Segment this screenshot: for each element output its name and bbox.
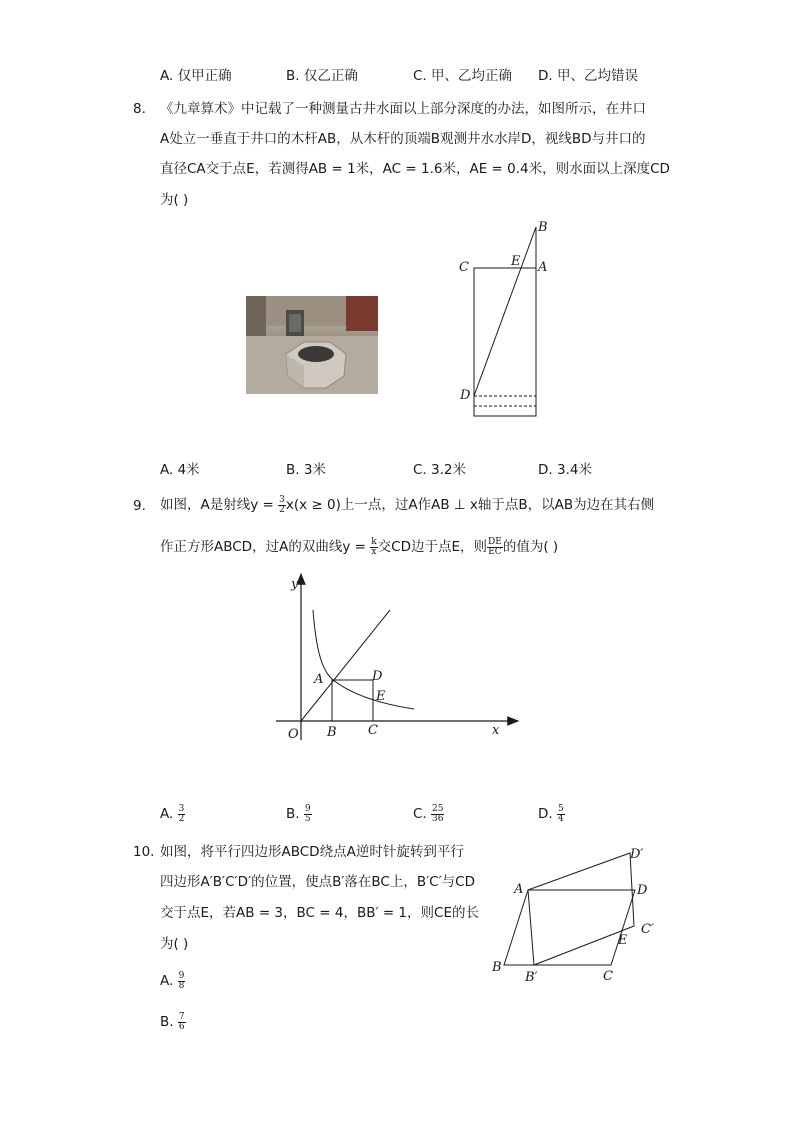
q9-fraction-k-x [370,538,377,557]
parallelogram-figure [485,840,670,985]
frac-den: EC [488,546,502,557]
q10-text-line-1: 如图，将平行四边形ABCD绕点A逆时针旋转到平行 [160,844,464,860]
option-letter: A. [160,973,174,989]
label-d-prime: D′ [630,847,644,862]
q8-text-line-4: 为( ) [160,192,189,208]
label-x: x [492,723,500,738]
label-e: E [511,254,521,269]
option-fraction [178,1013,186,1032]
frac-den: x [371,546,377,557]
q10-text-line-2: 四边形A′B′C′D′的位置，使点B′落在BC上，B′C′与CD [160,874,475,890]
q10-text-line-4: 为( ) [160,936,189,952]
option-fraction [304,805,312,824]
q10-number: 10. [133,844,155,860]
q7-option-a[interactable]: A. 仅甲正确 [160,68,232,84]
q9-option-c[interactable] [413,804,444,824]
frac-num: DE [488,536,502,547]
label-c: C [603,969,613,984]
q9-text-line-2 [160,534,558,560]
hyperbola-curve [313,610,414,709]
q8-option-d[interactable]: D. 3.4米 [538,462,592,478]
q8-option-b[interactable]: B. 3米 [286,462,326,478]
label-b: B [327,725,337,740]
q7-option-d[interactable]: D. 甲、乙均错误 [538,68,638,84]
frac-den: 4 [557,813,564,824]
q8-text-line-1: 《九章算术》中记载了一种测量古井水面以上部分深度的办法，如图所示，在井口 [160,101,646,117]
label-a: A [514,882,524,897]
frac-num: 9 [304,803,311,814]
parallelogram-abcd [504,890,635,965]
option-fraction [178,972,186,991]
parallelogram-abcd-prime [528,853,634,965]
well-diagram [450,215,560,425]
option-letter: A. [160,806,174,822]
q10-option-b[interactable] [160,1012,186,1032]
label-d: D [372,669,383,684]
frac-num: 25 [432,803,444,814]
frac-num: 9 [178,970,185,981]
frac-num: k [371,536,377,547]
sightline-bd [474,227,536,396]
well-rectangle [474,268,536,416]
frac-num: 7 [178,1011,185,1022]
q9-text-line-1 [160,492,654,518]
q9-fraction-3-2 [278,496,286,515]
q9-line1-part-a: 如图，A是射线y = [160,497,279,513]
q8-text-line-2: A处立一垂直于井口的木杆AB，从木杆的顶端B观测井水水岸D，视线BD与井口的 [160,131,646,147]
option-letter: B. [286,806,300,822]
label-c-prime: C′ [641,922,654,937]
option-fraction [557,805,565,824]
label-c: C [368,723,378,738]
well-photo [246,296,378,394]
q9-line2-part-b: 交CD边于点E，则 [377,539,488,555]
hyperbola-graph [270,570,530,750]
option-fraction [431,805,444,824]
label-o: O [288,727,299,742]
q9-line1-part-b: x(x ≥ 0)上一点，过A作AB ⊥ x轴于点B，以AB为边在其右侧 [285,497,655,513]
q7-option-b[interactable]: B. 仅乙正确 [286,68,358,84]
frac-num: 3 [178,803,185,814]
label-c: C [459,260,469,275]
label-y: y [291,577,299,592]
label-a: A [538,260,548,275]
q8-option-a[interactable]: A. 4米 [160,462,200,478]
q8-number: 8. [133,101,146,117]
q9-line2-part-a: 作正方形ABCD，过A的双曲线y = [160,539,371,555]
frac-den: 2 [178,813,185,824]
label-e: E [618,933,628,948]
q9-number: 9. [133,498,146,514]
frac-num: 5 [557,803,564,814]
q9-option-d[interactable] [538,804,565,824]
option-fraction [178,805,186,824]
option-letter: D. [538,806,553,822]
label-e: E [376,689,386,704]
option-letter: C. [413,806,427,822]
label-b: B [492,960,502,975]
label-d: D [460,388,471,403]
q8-option-c[interactable]: C. 3.2米 [413,462,466,478]
frac-den: 5 [304,813,311,824]
label-a: A [314,672,324,687]
square-abcd [332,680,373,721]
frac-den: 36 [432,813,444,824]
option-letter: B. [160,1014,174,1030]
label-d: D [637,883,648,898]
frac-num: 3 [279,494,285,505]
q10-text-line-3: 交于点E，若AB = 3，BC = 4，BB′ = 1，则CE的长 [160,905,479,921]
frac-den: 8 [178,980,185,991]
q7-option-c[interactable]: C. 甲、乙均正确 [413,68,513,84]
frac-den: 2 [279,504,285,515]
q9-option-b[interactable] [286,804,312,824]
well-photo-drawing [246,296,378,394]
q8-text-line-3: 直径CA交于点E，若测得AB = 1米，AC = 1.6米，AE = 0.4米，则水面以上深度CD [160,161,670,177]
q9-option-a[interactable] [160,804,185,824]
q9-fraction-de-ec [487,538,503,557]
q10-option-a[interactable] [160,971,185,991]
label-b-prime: B′ [525,970,538,985]
frac-den: 6 [178,1021,185,1032]
q9-line2-part-c: 的值为( ) [502,539,559,555]
label-b: B [538,220,548,235]
